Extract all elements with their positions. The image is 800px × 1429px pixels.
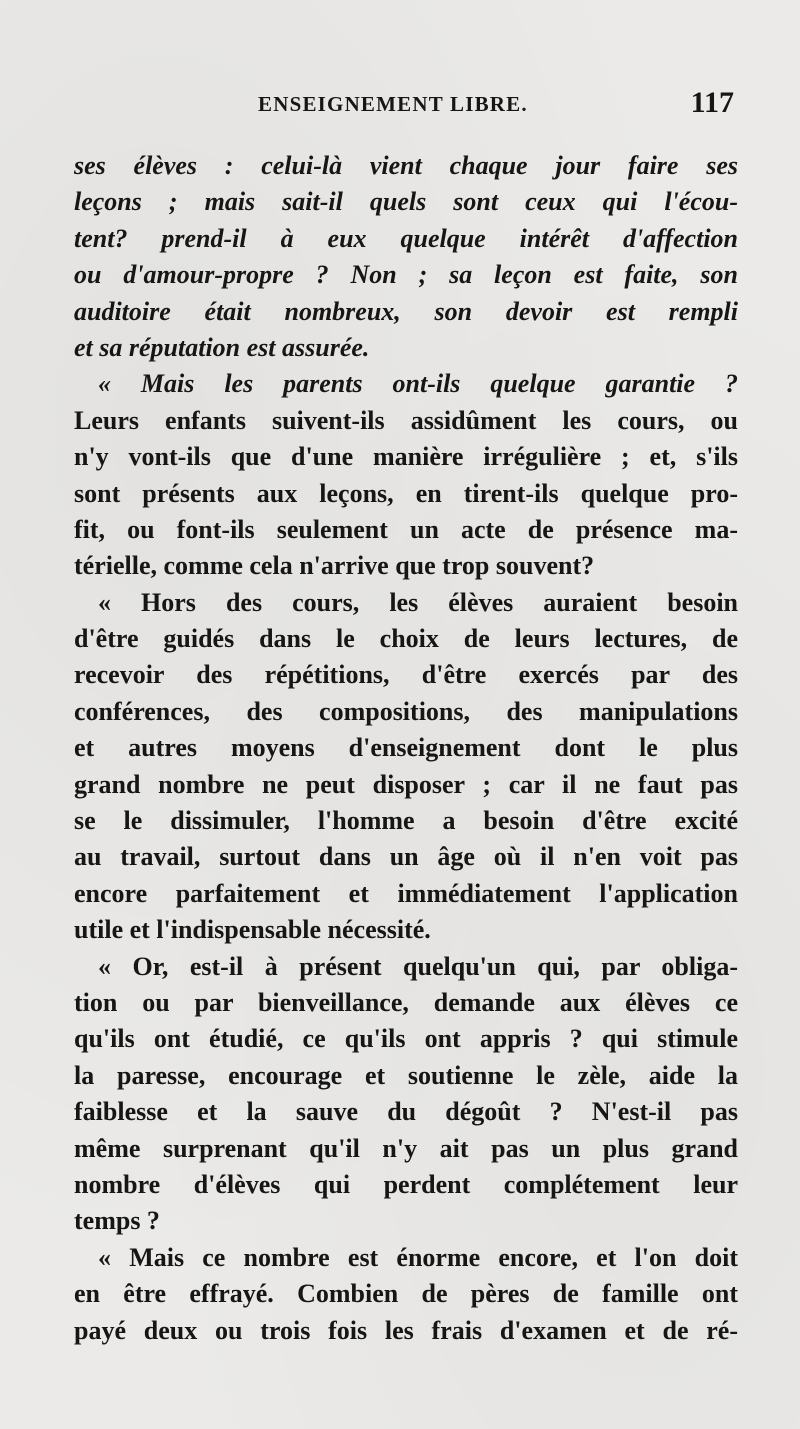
text-line: même surprenant qu'il n'y ait pas un plus grand (74, 1133, 738, 1163)
text-line: la paresse, encourage et soutienne le zèle, aide la (74, 1060, 738, 1090)
text-line: ou d'amour-propre ? Non ; sa leçon est faite, son (74, 260, 738, 290)
text-line: au travail, surtout dans un âge où il n'en voit pas (74, 842, 738, 872)
text-line: tent? prend-il à eux quelque intérêt d'affection (74, 223, 738, 253)
text-line: fit, ou font-ils seulement un acte de présence ma- (74, 514, 738, 544)
text-line: « Hors des cours, les élèves auraient besoin (98, 587, 738, 617)
text-line: recevoir des répétitions, d'être exercés par des (74, 660, 738, 690)
text-line: se le dissimuler, l'homme a besoin d'être excité (74, 806, 738, 836)
page-number: 117 (690, 86, 734, 119)
text-line: et sa réputation est assurée. (74, 332, 370, 362)
text-line: grand nombre ne peut disposer ; car il ne faut pas (74, 769, 738, 799)
text-line: « Mais ce nombre est énorme encore, et l'on doit (98, 1242, 738, 1272)
text-line: temps ? (74, 1206, 160, 1236)
text-line: Leurs enfants suivent-ils assidûment les cours, ou (74, 405, 738, 435)
text-line: utile et l'indispensable nécessité. (74, 915, 431, 945)
running-title: ENSEIGNEMENT LIBRE. (258, 92, 528, 116)
text-line: d'être guidés dans le choix de leurs lectures, de (74, 624, 738, 654)
text-line: en être effrayé. Combien de pères de famille ont (74, 1279, 738, 1309)
text-line: sont présents aux leçons, en tirent-ils quelque pro- (74, 478, 738, 508)
text-line: auditoire était nombreux, son devoir est rempli (74, 296, 738, 326)
text-line: conférences, des compositions, des manipulations (74, 696, 738, 726)
body-text (74, 148, 738, 1349)
text-line: leçons ; mais sait-il quels sont ceux qui l'écou- (74, 187, 738, 217)
text-line: encore parfaitement et immédiatement l'application (74, 878, 738, 908)
text-line: térielle, comme cela n'arrive que trop souvent? (74, 551, 595, 581)
text-line: et autres moyens d'enseignement dont le plus (74, 733, 738, 763)
text-line: qu'ils ont étudié, ce qu'ils ont appris ? qui stimule (74, 1024, 738, 1054)
text-line: nombre d'élèves qui perdent complétement leur (74, 1169, 738, 1199)
text-line: n'y vont-ils que d'une manière irrégulière ; et, s'ils (74, 442, 738, 472)
text-line: « Or, est-il à présent quelqu'un qui, par obliga- (98, 951, 738, 981)
text-line: faiblesse et la sauve du dégoût ? N'est-il pas (74, 1097, 738, 1127)
text-line: « Mais les parents ont-ils quelque garantie ? (98, 369, 738, 399)
text-line: payé deux ou trois fois les frais d'examen et de ré- (74, 1315, 738, 1345)
text-line: tion ou par bienveillance, demande aux élèves ce (74, 987, 738, 1017)
text-line: ses élèves : celui-là vient chaque jour faire ses (74, 151, 738, 180)
page-header (258, 86, 734, 126)
